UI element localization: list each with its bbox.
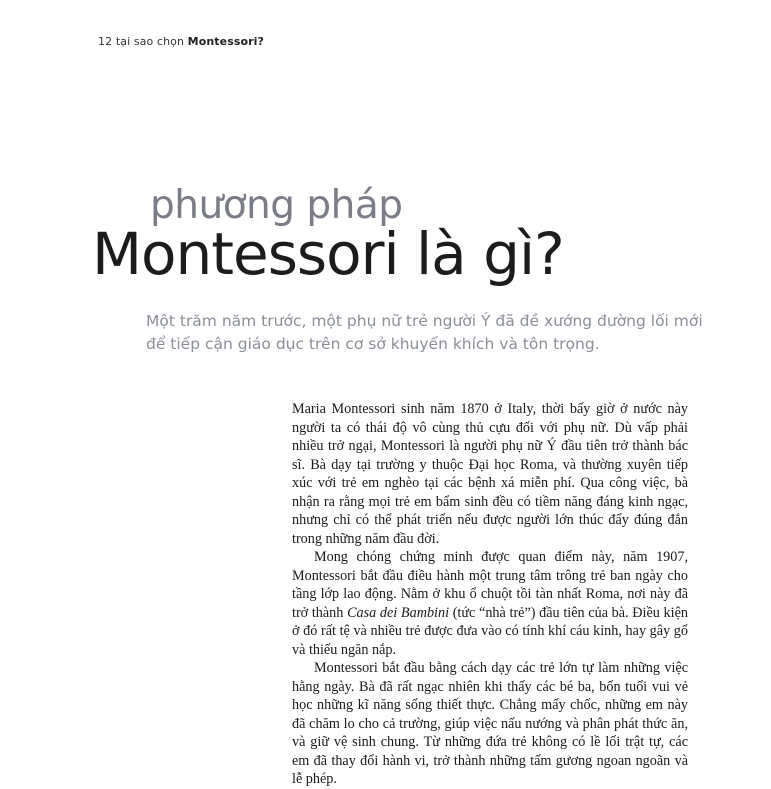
body-paragraph-2-italic: Casa dei Bambini [347, 604, 450, 621]
body-paragraph-2-after: (tức “nhà trẻ”) đầu tiên của bà. Điều kiện ở đó rất tệ và nhiều trẻ được đưa vào có tính khí cáu kỉnh, hay gây gổ và thiếu ngăn nắp. [292, 604, 688, 658]
running-header [98, 35, 264, 48]
page-title: Montessori là gì? [92, 220, 564, 288]
running-title-bold: Montessori? [187, 35, 265, 48]
body-paragraph-2-before: Mong chóng chứng minh được quan điểm này, năm 1907, Montessori bắt đầu điều hành một trung tâm trông trẻ ban ngày cho tầng lớp lao động. Nằm ở khu ổ chuột tồi tàn nhất Roma, nơi này đã trở thành [292, 549, 688, 621]
lead-paragraph: Một trăm năm trước, một phụ nữ trẻ người Ý đã đề xướng đường lối mới để tiếp cận giáo dục trên cơ sở khuyến khích và tôn trọng. [146, 312, 703, 353]
body-paragraph-3: Montessori bắt đầu bằng cách dạy các trẻ lớn tự làm những việc hằng ngày. Bà đã rất ngạc nhiên khi thấy các bé ba, bốn tuổi vui vẻ học những kĩ năng sống thiết thực. Chẳng mấy chốc, những em này đã chăm lo cho cả trường, giúp việc nấu nướng và phân phát thức ăn, và giữ vệ sinh chung. Từ những đứa trẻ không có lề lối trật tự, các em đã thay đổi hành vi, trở thành những tấm gương ngoan ngoãn và lễ phép. [292, 660, 688, 787]
body-text [292, 400, 688, 789]
page-number: 12 [98, 35, 113, 48]
title-kicker: phương pháp [150, 183, 403, 228]
running-title-plain: tại sao chọn [115, 35, 185, 48]
body-paragraph-1: Maria Montessori sinh năm 1870 ở Italy, thời bấy giờ ở nước này người ta có thái độ vô cùng thủ cựu đối với phụ nữ. Dù vấp phải nhiều trở ngại, Montessori là người phụ nữ Ý đầu tiên trở thành bác sĩ. Bà dạy tại trường y thuộc Đại học Roma, và thường xuyên tiếp xúc với trẻ em nghèo tại các bệnh xá miễn phí. Qua công việc, bà nhận ra rằng mọi trẻ em bẩm sinh đều có tiềm năng đáng kinh ngạc, nhưng chỉ có thể phát triển nếu được người lớn thúc đẩy đúng đắn trong những năm đầu đời. [292, 401, 688, 547]
body-paragraph-2 [292, 548, 688, 659]
